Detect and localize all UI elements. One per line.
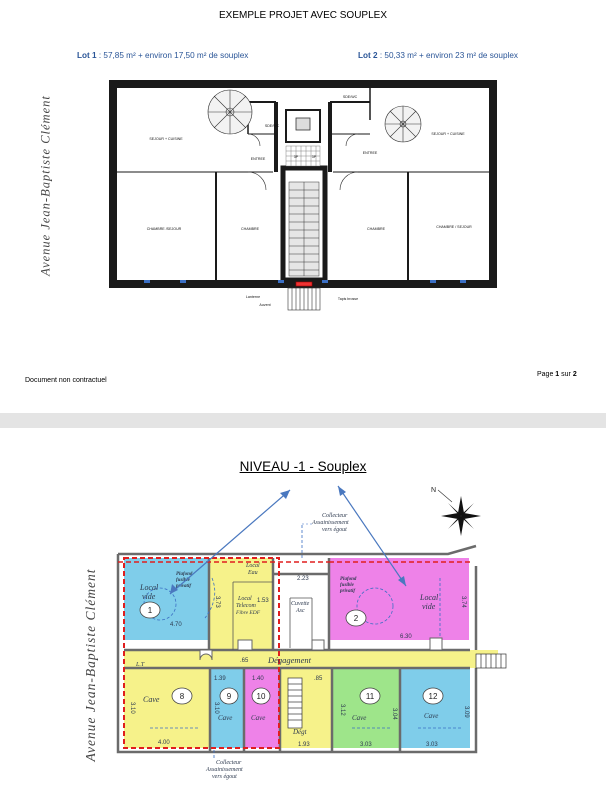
dimension: 4.70 xyxy=(170,622,182,628)
compass-pointer xyxy=(438,490,452,502)
cave-label-10: Cave xyxy=(251,714,266,722)
room-local-vide-1 xyxy=(124,558,209,640)
room-degagement xyxy=(124,650,498,668)
lot1-text: : 57,85 m² + environ 17,50 m² de souplex xyxy=(96,51,249,60)
dimension: 3.10 xyxy=(129,702,135,714)
lot1-label: Lot 1 xyxy=(77,51,97,60)
arrow-head xyxy=(338,486,346,496)
footer-disclaimer: Document non contractuel xyxy=(25,377,107,384)
room-label-local-1: Local xyxy=(140,583,159,592)
cuvette-label: Asc xyxy=(296,608,305,614)
dimension: 1.93 xyxy=(298,742,310,748)
lot2-caption xyxy=(358,51,518,60)
dimension: 1.40 xyxy=(252,676,264,682)
local-eau-label: Eau xyxy=(248,570,258,576)
room-number-8: 8 xyxy=(179,692,185,701)
degagement-label: Dégagement xyxy=(268,655,311,665)
plafond-label: Plafond xyxy=(176,572,193,577)
plafond-label: privatif xyxy=(340,589,355,594)
cave-label-8: Cave xyxy=(143,695,160,704)
room-label: SDE/WC xyxy=(342,95,358,99)
collecteur-bottom: Assainissement xyxy=(206,767,243,773)
room-cave-8 xyxy=(124,668,210,748)
basement-plan xyxy=(0,428,606,800)
local-telecom-label: Fibre EDF xyxy=(236,610,261,616)
local-eau-label: Local xyxy=(246,563,260,569)
lt-label: L.T xyxy=(136,662,145,668)
plafond-label: fusible xyxy=(340,583,354,588)
local-vide-2-label: Local xyxy=(420,593,439,602)
collecteur-top: vers égout xyxy=(322,527,347,533)
room-local-vide-2 xyxy=(329,558,469,640)
cave-label-12: Cave xyxy=(424,712,439,720)
collecteur-top: Collecteur xyxy=(322,513,348,519)
elevator-car xyxy=(296,118,310,130)
tapis-label: Tapis brosse xyxy=(337,297,359,301)
dimension: 3.12 xyxy=(339,704,345,716)
central-stair xyxy=(289,182,319,276)
page-1: EXEMPLE PROJET AVEC SOUPLEX Lot 1 : 57,85 m² + environ 17,50 m² de souplex Lot 2 : 50,33 m² + environ 23 m² de souplex Avenue Jean-Baptiste Clément SEJOUR + CUISINE SEJOUR + CUISINE ENTREE ENTREE SDE/WC SDE/WC CHAMBRE /SEJOUR CHAMBRE CHAMBRE CHAMBRE / SEJOUR 3P 3P Lanterne Auvent Tapis brosse Document non contractuel Page 1 sur 2 xyxy=(0,0,606,413)
local-vide-2-label: vide xyxy=(422,602,436,611)
dimension: 3.74 xyxy=(460,596,466,608)
ground-floor-plan xyxy=(108,72,498,317)
compass-icon xyxy=(441,496,481,536)
stair-label: 3P xyxy=(293,155,299,159)
page-title: NIVEAU -1 - Souplex xyxy=(239,459,367,474)
dimension: 3.73 xyxy=(214,596,220,608)
room-label-vide-1: vide xyxy=(142,592,156,601)
dimension: 3.09 xyxy=(463,706,469,718)
dimension: 4.00 xyxy=(158,740,170,746)
room-label: CHAMBRE /SEJOUR xyxy=(146,227,182,231)
north-label: N xyxy=(431,487,437,494)
cave-label-9: Cave xyxy=(218,714,233,722)
dimension: .65 xyxy=(240,658,249,664)
collecteur-bottom: vers égout xyxy=(212,774,237,780)
local-telecom-label: Telecom xyxy=(236,603,256,609)
lot2-label: Lot 2 xyxy=(358,51,378,60)
plafond-label: Plafond xyxy=(340,577,357,582)
exterior-steps xyxy=(476,654,506,668)
stair-label: 3P xyxy=(311,155,317,159)
room-label: CHAMBRE xyxy=(241,227,259,231)
page-2: NIVEAU -1 - Souplex Avenue Jean-Baptiste Clément 1 2 8 9 10 11 12 Local vide Plafond fusible privatif Local Eau Local Telecom Fibre EDF Cuvette Asc Plafond fusible privatif Local vide Dégagement L.T Cave Cave Cave Dégt Cave Cave 4.70 3.73 2.23 1.53 6.30 3.74 1.39 1.40 4.00 1.93 3.03 3.03 3.10 3.12 3.04 3.09 3.10 .85 .65 N Collecteur Assainissement vers égout Collecteur Assainissement vers égout xyxy=(0,428,606,800)
room-label: SDE/WC xyxy=(264,124,280,128)
room-label: ENTREE xyxy=(362,151,378,155)
dimension: 1.39 xyxy=(214,676,226,682)
page-number: Page 1 sur 2 xyxy=(537,371,577,378)
room-label: ENTREE xyxy=(250,157,266,161)
local-telecom-label: Local xyxy=(238,596,252,602)
lanterne-label: Lanterne xyxy=(245,295,261,299)
dimension: .85 xyxy=(314,676,323,682)
dimension: 2.23 xyxy=(297,576,309,582)
page-title: EXEMPLE PROJET AVEC SOUPLEX xyxy=(218,10,388,21)
collecteur-bottom: Collecteur xyxy=(216,760,242,766)
room-label: CHAMBRE xyxy=(367,227,385,231)
room-label: CHAMBRE / SEJOUR xyxy=(436,225,472,229)
plafond-label: privatif xyxy=(176,584,191,589)
room-number-12: 12 xyxy=(428,692,438,701)
room-number-10: 10 xyxy=(256,692,266,701)
room-number-2: 2 xyxy=(353,614,359,623)
dimension: 1.53 xyxy=(257,598,269,604)
cave-label-11: Cave xyxy=(352,714,367,722)
auvent-label: Auvent xyxy=(259,303,271,307)
collecteur-top: Assainissement xyxy=(312,520,349,526)
spiral-stair-right xyxy=(385,106,421,142)
dimension: 3.03 xyxy=(426,742,438,748)
spiral-stair-left xyxy=(208,90,252,134)
room-number-9: 9 xyxy=(226,692,232,701)
lot2-text: : 50,33 m² + environ 23 m² de souplex xyxy=(377,51,518,60)
room-label: SEJOUR + CUISINE xyxy=(149,137,183,141)
room-number-1: 1 xyxy=(147,606,153,615)
dimension: 3.04 xyxy=(391,708,397,720)
room-number-11: 11 xyxy=(365,692,375,701)
dimension: 6.30 xyxy=(400,634,412,640)
lot1-caption xyxy=(77,51,248,60)
room-label: SEJOUR + CUISINE xyxy=(431,132,465,136)
plafond-label: fusible xyxy=(176,578,190,583)
degt-label: Dégt xyxy=(293,728,307,736)
dimension: 3.10 xyxy=(213,702,219,714)
room-cave-12 xyxy=(400,668,470,748)
dimension: 3.03 xyxy=(360,742,372,748)
cuvette-label: Cuvette xyxy=(291,601,310,607)
stair xyxy=(288,678,302,728)
